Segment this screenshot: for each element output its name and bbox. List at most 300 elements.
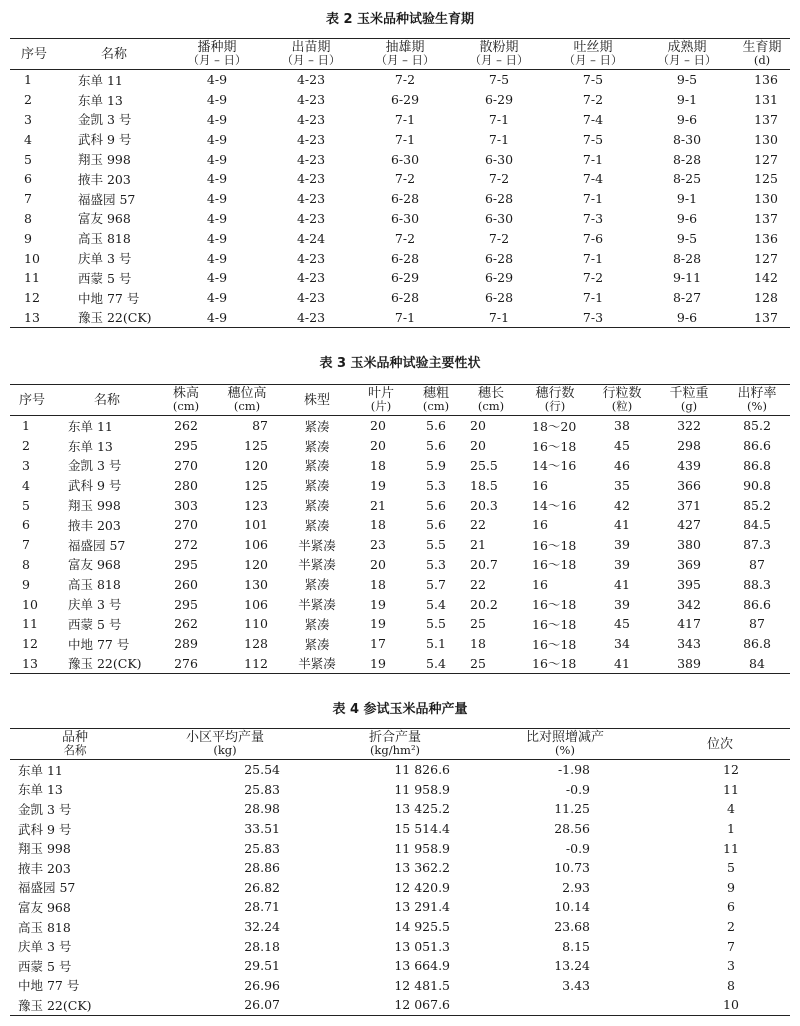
table-cell: 25.83	[244, 840, 280, 856]
table3-header-label: 出籽率	[737, 386, 777, 401]
table-cell: 7	[24, 191, 32, 207]
table-cell: 371	[677, 497, 701, 513]
table-cell: 13	[10, 654, 54, 674]
table-cell: 庆单 3 号	[78, 251, 132, 267]
table-cell: 东单 13	[18, 782, 63, 798]
table-cell: 4-9	[170, 308, 264, 328]
table-cell: 4-23	[296, 250, 326, 266]
table-cell: 260	[174, 576, 198, 592]
table-cell: 武科 9 号	[78, 132, 132, 148]
table-cell: 庆单 3 号	[68, 597, 122, 613]
table4-header-label: 比对照增减产	[525, 730, 604, 745]
table-cell: 6-29	[484, 270, 514, 286]
table-cell: 10	[22, 596, 38, 612]
table-cell: 2	[24, 92, 32, 108]
table-cell: 半紧凑	[282, 654, 352, 674]
table-row	[10, 129, 790, 149]
table-cell: 7-3	[582, 210, 604, 226]
table-cell: 25	[470, 616, 486, 632]
table-cell: 7-1	[488, 111, 510, 127]
table4-header-cell	[310, 729, 480, 760]
table-cell: 22	[470, 517, 486, 533]
table-cell: 90.8	[743, 477, 771, 493]
table-cell: 4-9	[206, 290, 228, 306]
table-row	[10, 308, 790, 328]
table-cell: 137	[734, 308, 790, 328]
table-cell: 289	[174, 636, 198, 652]
table-cell: 6-30	[484, 210, 514, 226]
table-cell: 4-23	[296, 92, 326, 108]
table-cell: 19	[370, 616, 386, 632]
table-cell: 东单 11	[68, 418, 113, 434]
table3-header-unit: (cm)	[422, 399, 450, 413]
table-row	[10, 897, 790, 917]
table-cell: 10.14	[554, 899, 590, 915]
table-cell: 9-5	[676, 230, 698, 246]
table3-header-cell	[352, 385, 410, 416]
table-cell: 4-9	[206, 72, 228, 88]
table-cell: 13 291.4	[394, 899, 450, 915]
table-cell: 270	[174, 517, 198, 533]
table-cell: 21	[470, 537, 486, 553]
table-cell: 高玉 818	[78, 231, 131, 247]
table4-header-unit: (kg/hm²)	[369, 743, 421, 757]
table-cell: 武科 9 号	[68, 478, 122, 494]
table-cell: 39	[614, 596, 630, 612]
table-cell: 4-23	[296, 191, 326, 207]
table-row	[10, 555, 790, 575]
table-cell: 16～18	[532, 636, 577, 652]
table-cell: 1	[727, 821, 735, 837]
table-cell: 紧凑	[304, 478, 330, 494]
table-cell: 16～18	[532, 597, 577, 613]
table-cell: 322	[677, 418, 701, 434]
table-cell: 18	[370, 457, 386, 473]
table2-body	[10, 70, 790, 328]
table-cell: 20.7	[470, 556, 498, 572]
table-cell: 7-2	[394, 230, 416, 246]
table-cell: 2	[22, 438, 30, 454]
table-cell: 8	[727, 977, 735, 993]
table-cell: 427	[677, 517, 701, 533]
table-cell: 295	[174, 596, 198, 612]
table-cell: 262	[174, 418, 198, 434]
table-row	[10, 956, 790, 976]
table-cell: 12	[22, 636, 38, 652]
table-cell: 4-23	[264, 308, 358, 328]
table-cell: 106	[244, 596, 268, 612]
table-cell: 18～20	[532, 418, 577, 434]
table-cell: 5.3	[426, 556, 446, 572]
table3-header-cell	[212, 385, 282, 416]
table-cell: 福盛园 57	[18, 880, 76, 896]
table-cell: 7-4	[582, 111, 604, 127]
table2-header-unit: （月 – 日）	[281, 53, 341, 67]
table-cell: 25.54	[244, 762, 280, 778]
table-cell: 9-6	[640, 308, 734, 328]
table-cell: 7-4	[582, 171, 604, 187]
table-cell: 137	[754, 210, 778, 226]
table-row	[10, 838, 790, 858]
table-cell: -0.9	[565, 840, 590, 856]
table-cell: 136	[754, 230, 778, 246]
table-cell: 金凯 3 号	[78, 112, 132, 128]
table-cell: 39	[614, 556, 630, 572]
table-cell: 紧凑	[304, 418, 330, 434]
table-cell: 东单 13	[68, 438, 113, 454]
table4-header-label: 小区平均产量	[185, 730, 264, 745]
table-cell: 7-1	[394, 111, 416, 127]
table-cell: 1	[24, 72, 32, 88]
table-cell: 4-24	[296, 230, 326, 246]
table-cell: 45	[614, 438, 630, 454]
table-cell: 5	[24, 151, 32, 167]
table-cell: 紧凑	[304, 458, 330, 474]
table-cell: 8-28	[672, 250, 702, 266]
table-cell: 8	[22, 556, 30, 572]
table-cell: 11	[24, 270, 40, 286]
table-cell: 33.51	[244, 821, 280, 837]
table-cell: 福盛园 57	[78, 191, 136, 207]
table-cell: 439	[677, 457, 701, 473]
table-row	[10, 495, 790, 515]
table-cell: 16～18	[532, 438, 577, 454]
table-cell: 29.51	[244, 958, 280, 974]
table-cell: 17	[370, 636, 386, 652]
table4-header-row	[10, 729, 790, 760]
table-cell: 270	[174, 457, 198, 473]
table-cell: 9	[727, 879, 735, 895]
table-cell: -0.9	[565, 781, 590, 797]
table-cell: 9-1	[676, 92, 698, 108]
table-cell: 9	[24, 230, 32, 246]
table-cell: 4-9	[206, 230, 228, 246]
table-row	[10, 288, 790, 308]
table-cell: 7-1	[394, 131, 416, 147]
table2-header-cell	[452, 39, 546, 70]
table-cell: 7-1	[488, 131, 510, 147]
table-cell: 8	[24, 210, 32, 226]
table-row	[10, 110, 790, 130]
table-cell: 41	[614, 517, 630, 533]
table-cell: 5	[727, 860, 735, 876]
table-cell: 86.6	[743, 438, 771, 454]
table-cell: 3	[24, 111, 32, 127]
table2-header-unit: （月 – 日）	[469, 53, 529, 67]
table-row	[10, 780, 790, 800]
table-cell: 半紧凑	[298, 537, 336, 553]
table-cell: 369	[677, 556, 701, 572]
table-cell: 7-2	[488, 171, 510, 187]
table-cell: 130	[244, 576, 268, 592]
table-cell: 金凯 3 号	[68, 458, 122, 474]
table-cell: 6-28	[484, 191, 514, 207]
table-cell: 12	[24, 290, 40, 306]
table-cell: 276	[160, 654, 212, 674]
table-cell: 翔玉 998	[18, 841, 71, 857]
table-cell: 15 514.4	[394, 821, 450, 837]
table-cell: 庆单 3 号	[18, 939, 72, 955]
table-cell: 28.86	[244, 860, 280, 876]
table-cell: 20	[370, 438, 386, 454]
table-cell: 28.56	[554, 821, 590, 837]
table-cell: 4-9	[206, 250, 228, 266]
table3-header-unit: (cm)	[233, 399, 261, 413]
table4-header-label: 位次	[706, 736, 733, 752]
table-cell: 4-23	[296, 151, 326, 167]
table-cell: 41	[590, 654, 654, 674]
table-cell: 14 925.5	[394, 919, 450, 935]
table-cell: 18.5	[470, 477, 498, 493]
table-cell: 6	[24, 171, 32, 187]
table-cell: 26.82	[244, 879, 280, 895]
table4-yield	[10, 728, 790, 1016]
table-cell: 14～16	[532, 498, 577, 514]
table4-header-cell	[650, 729, 790, 760]
table-cell: 127	[754, 151, 778, 167]
table-row	[10, 995, 790, 1015]
table3-header-cell	[410, 385, 462, 416]
table-cell: 7-1	[582, 191, 604, 207]
table-cell: 6-29	[390, 92, 420, 108]
table-cell: 272	[174, 537, 198, 553]
table-cell: 13 425.2	[394, 801, 450, 817]
table3-header-unit: (cm)	[477, 399, 505, 413]
table-cell: 20.3	[470, 497, 498, 513]
table-cell: 22	[470, 576, 486, 592]
table3-header-label: 千粒重	[669, 386, 709, 401]
table3-main-traits	[10, 384, 790, 674]
table-cell: 26.07	[140, 995, 310, 1015]
table3-header-label: 序号	[18, 392, 45, 408]
table2-header-unit: （月 – 日）	[187, 53, 247, 67]
table-cell: 5.4	[426, 596, 446, 612]
table-row	[10, 228, 790, 248]
table-cell: 富友 968	[68, 557, 121, 573]
table2-header-cell	[58, 39, 170, 70]
table-cell: 中地 77 号	[68, 636, 130, 652]
table-cell: 紧凑	[304, 616, 330, 632]
table-row	[10, 574, 790, 594]
table-row	[10, 654, 790, 674]
table-cell: 9-5	[676, 72, 698, 88]
table-cell: 87	[252, 418, 268, 434]
table3-header-cell	[590, 385, 654, 416]
table-cell: 6-28	[390, 250, 420, 266]
table3-header-label: 株高	[172, 386, 199, 401]
table-cell: 1	[22, 418, 30, 434]
table-row	[10, 760, 790, 780]
table-cell: 2.93	[562, 879, 590, 895]
table-cell: 豫玉 22(CK)	[58, 308, 170, 328]
table-cell: 5.5	[426, 537, 446, 553]
table3-header-cell	[282, 385, 352, 416]
table3-header-label: 株型	[303, 392, 330, 408]
table-cell: 高玉 818	[68, 577, 121, 593]
table4-header-unit: 名称	[63, 743, 87, 757]
table-cell: 7-5	[582, 131, 604, 147]
table-cell: 130	[754, 191, 778, 207]
table3-title: 表 3 玉米品种试验主要性状	[319, 356, 481, 371]
table-row	[10, 936, 790, 956]
table-row	[10, 976, 790, 996]
table-cell: 84	[724, 654, 790, 674]
table-cell: 389	[654, 654, 724, 674]
table-cell: 395	[677, 576, 701, 592]
table2-header-label: 抽雄期	[385, 40, 425, 55]
table-cell: 120	[244, 556, 268, 572]
table-cell: 7-1	[358, 308, 452, 328]
table-cell: 106	[244, 537, 268, 553]
table-cell: 4	[727, 801, 735, 817]
table-cell: 西蒙 5 号	[18, 958, 72, 974]
table-cell: 19	[370, 596, 386, 612]
table-cell: 142	[754, 270, 778, 286]
table-cell: 19	[370, 477, 386, 493]
table-cell: 11 958.9	[394, 781, 450, 797]
table-cell: 42	[614, 497, 630, 513]
table-cell: 25.5	[470, 457, 498, 473]
table4-header-label: 品种	[61, 730, 88, 745]
table-cell: 6-29	[390, 270, 420, 286]
table-cell: 123	[244, 497, 268, 513]
table-row	[10, 515, 790, 535]
table-cell: 6-28	[484, 250, 514, 266]
table3-header-label: 名称	[93, 392, 120, 408]
table-cell: 25	[462, 654, 520, 674]
table-cell: 13	[10, 308, 58, 328]
table-cell: 28.71	[244, 899, 280, 915]
table-cell: 14～16	[532, 458, 577, 474]
table-cell: 18	[370, 517, 386, 533]
table-cell: 7-1	[582, 151, 604, 167]
table-cell: 13 664.9	[394, 958, 450, 974]
table3-body	[10, 416, 790, 674]
table2-title: 表 2 玉米品种试验生育期	[325, 12, 475, 27]
table-cell: 13.24	[554, 958, 590, 974]
table-cell: 6	[22, 517, 30, 533]
table-cell: 20	[470, 438, 486, 454]
table-row	[10, 416, 790, 436]
table-row	[10, 209, 790, 229]
table-cell: 6-30	[390, 151, 420, 167]
table-cell: 5.9	[426, 457, 446, 473]
table2-header-unit: （月 – 日）	[563, 53, 623, 67]
table-cell: 5.5	[426, 616, 446, 632]
table-cell: 87.3	[743, 537, 771, 553]
table3-header-label: 穗长	[477, 386, 504, 401]
table-cell: 紧凑	[304, 577, 330, 593]
table-cell: 紧凑	[304, 438, 330, 454]
table-cell: 半紧凑	[298, 557, 336, 573]
table-cell: 4-23	[296, 290, 326, 306]
table-cell: 342	[677, 596, 701, 612]
table-cell: 8.15	[562, 938, 590, 954]
table2-header-label: 成熟期	[667, 40, 707, 55]
table-cell: 东单 11	[18, 762, 63, 778]
table-cell: 136	[754, 72, 778, 88]
table-cell: 18	[470, 636, 486, 652]
table-cell: 131	[754, 92, 778, 108]
table-cell: 86.6	[743, 596, 771, 612]
table-row	[10, 535, 790, 555]
table-cell: 5.6	[426, 418, 446, 434]
table-cell: 28.98	[244, 801, 280, 817]
table-cell: 紧凑	[304, 498, 330, 514]
table2-header-label: 散粉期	[479, 40, 519, 55]
table-cell: 32.24	[244, 919, 280, 935]
table-cell: 125	[754, 171, 778, 187]
table-cell: 紧凑	[304, 636, 330, 652]
table-cell: 39	[614, 537, 630, 553]
table2-header-unit: （月 – 日）	[375, 53, 435, 67]
table3-header-cell	[520, 385, 590, 416]
table-cell: 130	[754, 131, 778, 147]
table2-header-cell	[546, 39, 640, 70]
table3-header-unit: (g)	[680, 399, 698, 413]
table2-header-cell	[358, 39, 452, 70]
table-cell: 11	[723, 781, 739, 797]
table-cell: 23	[370, 537, 386, 553]
table-cell: 8-30	[672, 131, 702, 147]
table-cell: 7-6	[582, 230, 604, 246]
table-cell: 128	[754, 290, 778, 306]
table-cell: 6-30	[390, 210, 420, 226]
table-cell: 125	[244, 438, 268, 454]
table4-header-label: 折合产量	[368, 730, 421, 745]
table-cell: 掖丰 203	[18, 860, 71, 876]
table-cell: 12 481.5	[394, 977, 450, 993]
table-cell: 343	[677, 636, 701, 652]
table4-header-cell	[480, 729, 650, 760]
table-cell: 11 826.6	[394, 762, 450, 778]
table-row	[10, 70, 790, 90]
table-cell: 110	[244, 616, 268, 632]
table-cell: 7-1	[582, 250, 604, 266]
table4-header-cell	[140, 729, 310, 760]
table-row	[10, 436, 790, 456]
table-cell: 4-9	[206, 210, 228, 226]
table-row	[10, 799, 790, 819]
table-cell: 10	[650, 995, 790, 1015]
table-cell: 12	[723, 762, 739, 778]
table-cell: 7-5	[582, 72, 604, 88]
table-cell: 88.3	[743, 576, 771, 592]
table-cell: 7-1	[452, 308, 546, 328]
table4-header-unit: (kg)	[213, 743, 237, 757]
table-cell: 298	[677, 438, 701, 454]
table-cell: 11.25	[554, 801, 590, 817]
table-cell: 翔玉 998	[78, 152, 131, 168]
table-cell: 6	[727, 899, 735, 915]
table-cell: 4-23	[296, 72, 326, 88]
table-cell: 3.43	[562, 977, 590, 993]
table-cell: 13 362.2	[394, 860, 450, 876]
table-cell: 46	[614, 457, 630, 473]
table-row	[10, 858, 790, 878]
table-cell: 4-9	[206, 171, 228, 187]
table-cell: 7-2	[394, 72, 416, 88]
table-cell: 12 420.9	[394, 879, 450, 895]
table-cell: 2	[727, 919, 735, 935]
table-cell: 85.2	[743, 497, 771, 513]
table-cell: 6-28	[390, 191, 420, 207]
table-cell: 26.96	[244, 977, 280, 993]
table3-header-cell	[462, 385, 520, 416]
table-cell: 5.6	[426, 497, 446, 513]
table-row	[10, 149, 790, 169]
table2-header-label: 出苗期	[291, 40, 331, 55]
